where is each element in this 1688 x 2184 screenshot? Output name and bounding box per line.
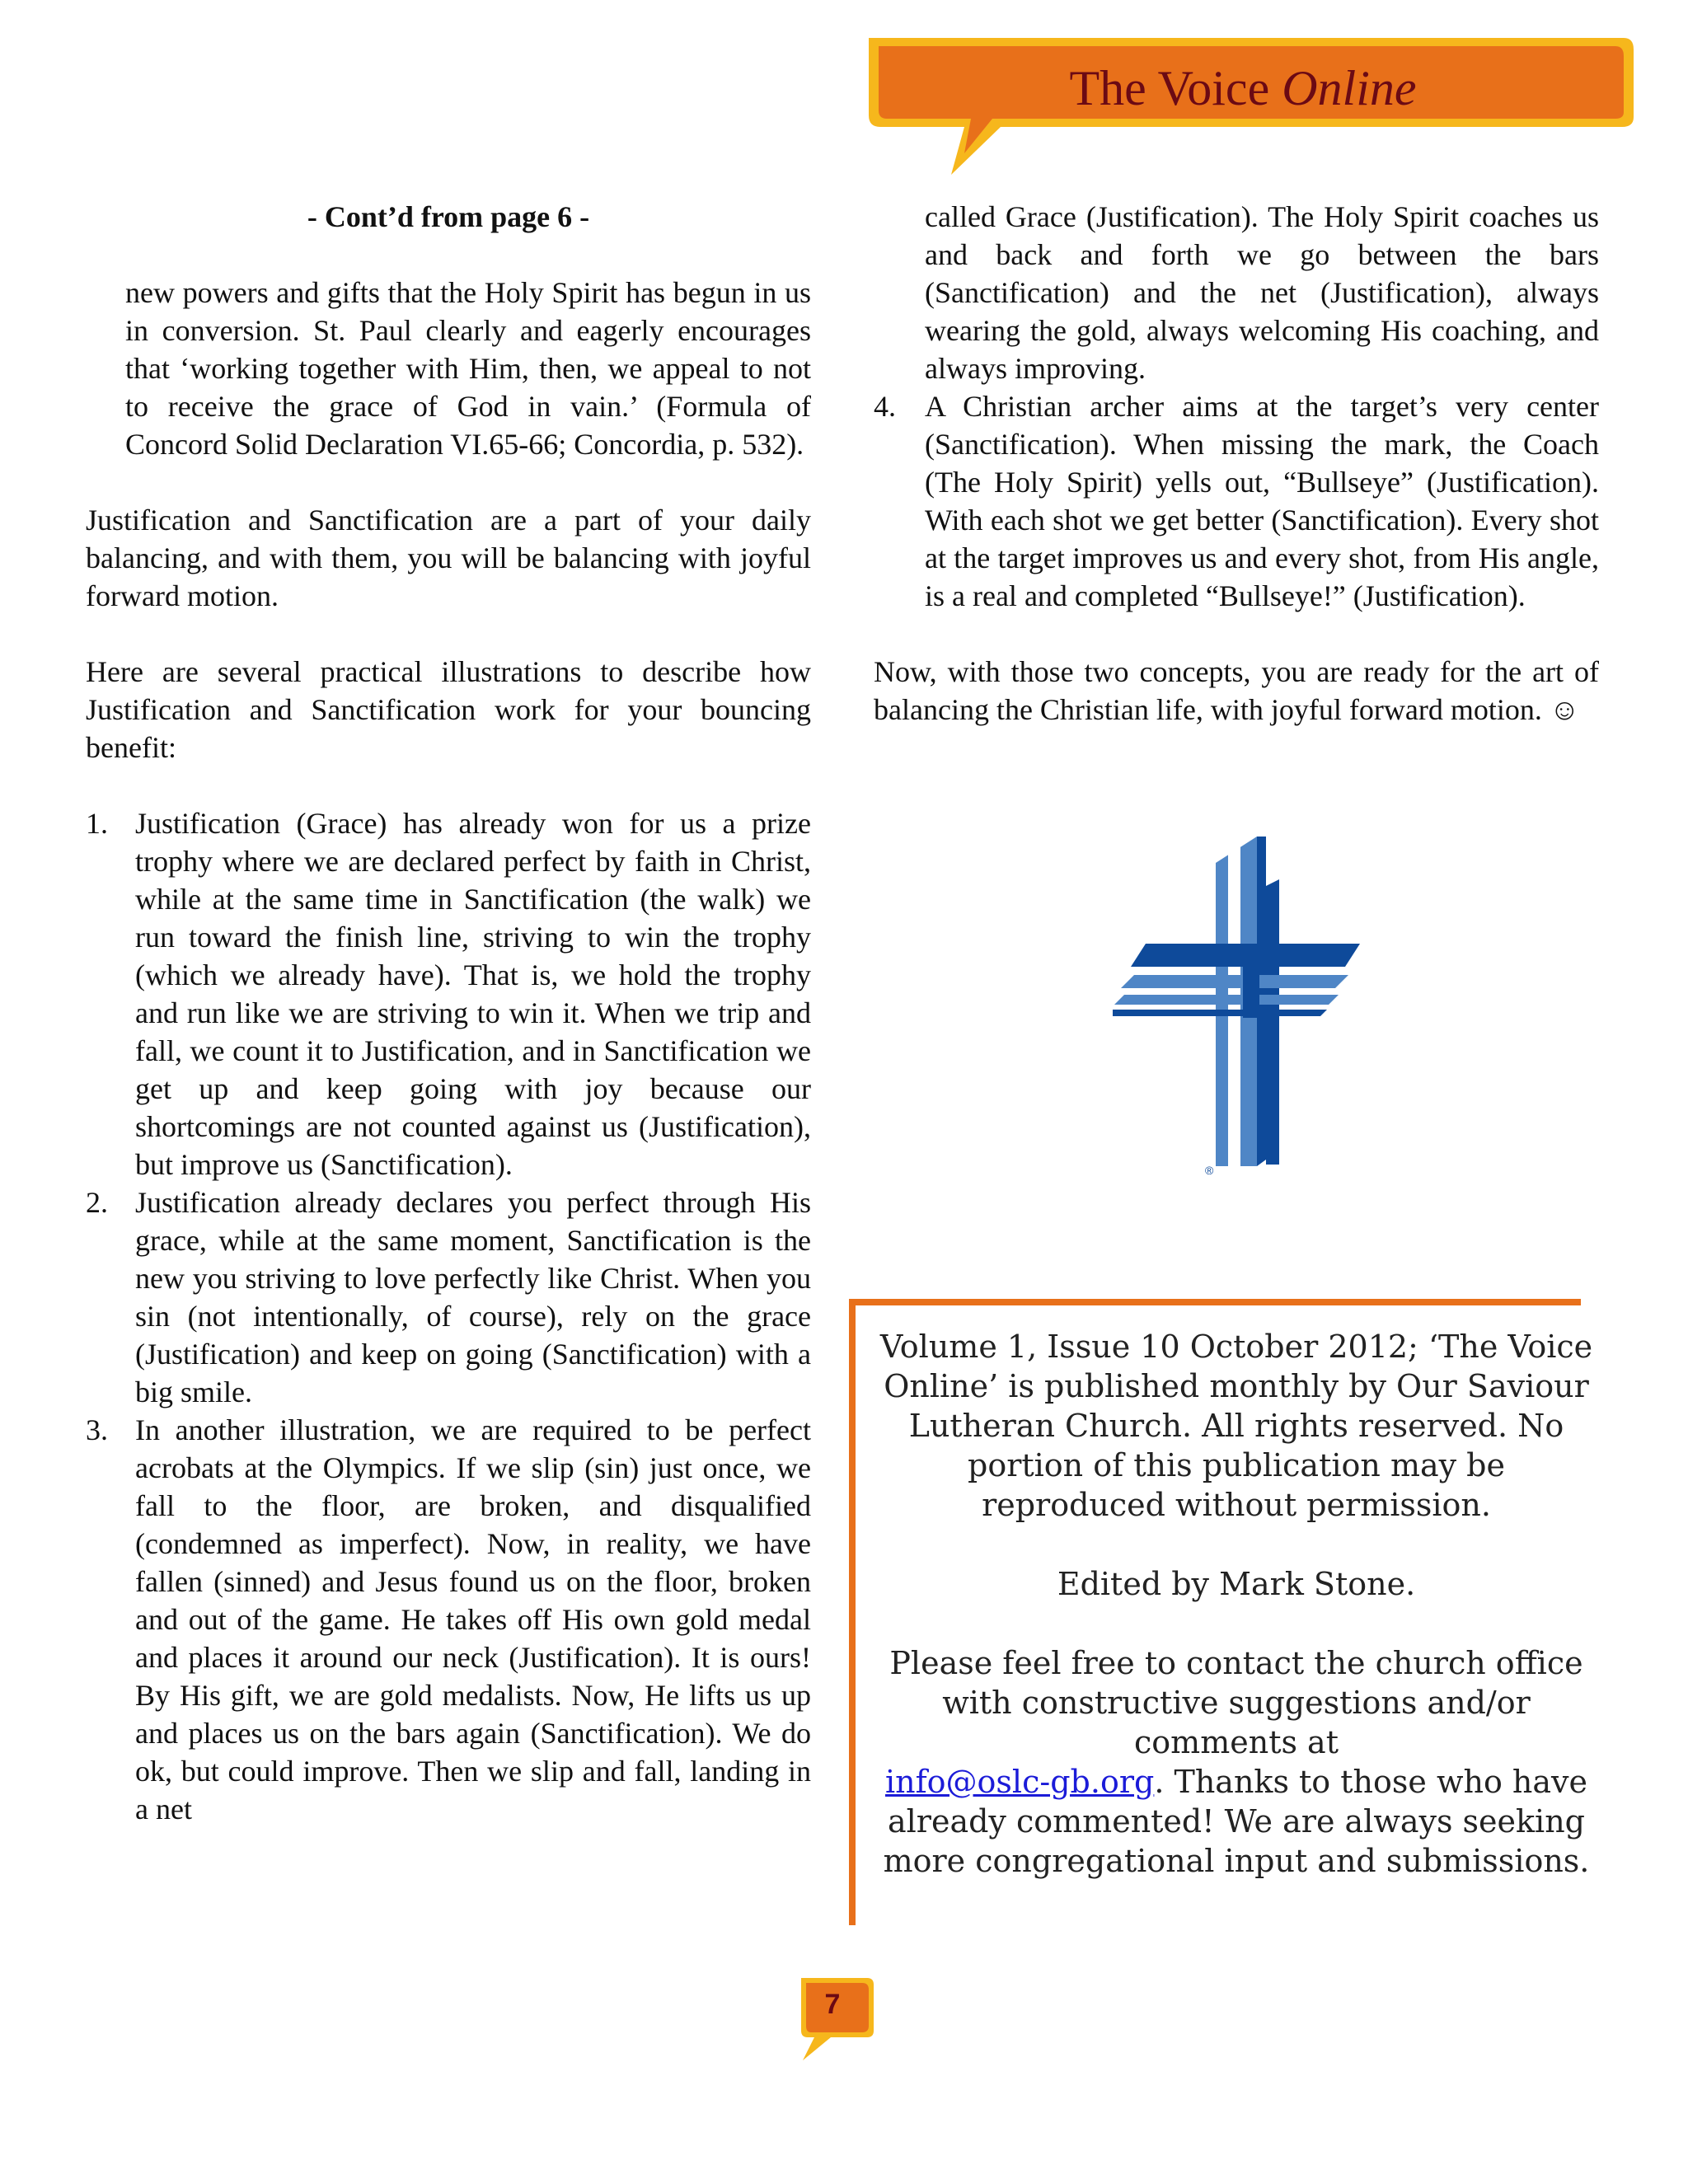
- email-link[interactable]: info@oslc-gb.org: [884, 1764, 1155, 1800]
- right-column: [874, 198, 1599, 729]
- title-italic: Online: [1282, 61, 1417, 115]
- intro-quote: new powers and gifts that the Holy Spirit has begun in us in conversion. St. Paul clearly and eagerly encourages that ‘working together with Him, then, we appeal to not to receive the grace of God in vain.’ (Formula of Concord Solid Declaration VI.65-66; Concordia, p. 532).: [125, 276, 811, 461]
- editor-credit: Edited by Mark Stone.: [1057, 1566, 1416, 1602]
- info-box-top-border: [849, 1299, 1581, 1305]
- list-item: 1. Justification (Grace) has already won for us a prize trophy where we are declared perfect by faith in Christ, while at the same time in Sanctification (the walk) we run toward the finish line, striving to win the trophy (which we already have). That is, we hold the trophy and run like we are striving to win it. When we trip and fall, we count it to Justification, and in Sanctification we get up and keep going with joy because our shortcomings are not counted against us (Justification), but improve us (Sanctification).: [86, 807, 811, 1181]
- info-box-left-border: [849, 1299, 856, 1925]
- newsletter-title: [872, 51, 1614, 125]
- list-item: 4. A Christian archer aims at the target’s very center (Sanctification). When missing the mark, the Coach (The Holy Spirit) yells out, “Bullseye” (Justification). With each shot we get better (Sanctification). Every shot at the target improves us and every shot, from His angle, is a real and completed “Bullseye!” (Justification).: [874, 390, 1599, 612]
- list-item: 2. Justification already declares you perfect through His grace, while at the same moment, Sanctification is the new you striving to love perfectly like Christ. When you sin (not intentionally, of course), rely on the grace (Justification) and keep on going (Sanctification) with a big smile.: [86, 1186, 811, 1408]
- paragraph-illustrations-intro: Here are several practical illustrations to describe how Justification and Sanctification work for your bouncing benefit:: [86, 655, 811, 764]
- paragraph-daily-balancing: Justification and Sanctification are a part of your daily balancing, and with them, you will be balancing with joyful forward motion.: [86, 504, 811, 612]
- registered-mark: ®: [1205, 1164, 1214, 1174]
- title-main: The Voice: [1069, 61, 1270, 115]
- illustration-list: [86, 804, 811, 1828]
- left-column: [86, 198, 811, 1828]
- page-number: 7: [824, 1989, 841, 2020]
- item3-continuation: called Grace (Justification). The Holy Spirit coaches us and back and forth we go between the bars (Sanctification) and the net (Justification), always wearing the gold, always welcoming His coaching, and always improving.: [925, 200, 1599, 385]
- lcms-cross-icon: [1113, 837, 1360, 1174]
- continued-from-label: - Cont’d from page 6 -: [307, 200, 590, 233]
- publication-notice: Volume 1, Issue 10 October 2012; ‘The Voice Online’ is published monthly by Our Saviour Lutheran Church. All rights reserved. No portion of this publication may be reproduced without permission.: [879, 1329, 1593, 1523]
- publication-info-box: [874, 1327, 1599, 1881]
- closing-paragraph: Now, with those two concepts, you are ready for the art of balancing the Christian life, with joyful forward motion. ☺: [874, 655, 1599, 726]
- contact-paragraph: Please feel free to contact the church office with constructive suggestions and/or comments at info@oslc-gb.org. Thanks to those who have already commented! We are always seeking more congregational input and submissions.: [883, 1645, 1590, 1879]
- illustration-list-continued: [874, 387, 1599, 615]
- list-item: 3. In another illustration, we are required to be perfect acrobats at the Olympics. If we slip (sin) just once, we fall to the floor, are broken, and disqualified (condemned as imperfect). Now, in reality, we have fallen (sinned) and Jesus found us on the floor, broken and out of the game. He takes off His own gold medal and places it around our neck (Justification). It is ours! By His gift, we are gold medalists. Now, He lifts us up and places us on the bars again (Sanctification). We do ok, but could improve. Then we slip and fall, landing in a net: [86, 1413, 811, 1825]
